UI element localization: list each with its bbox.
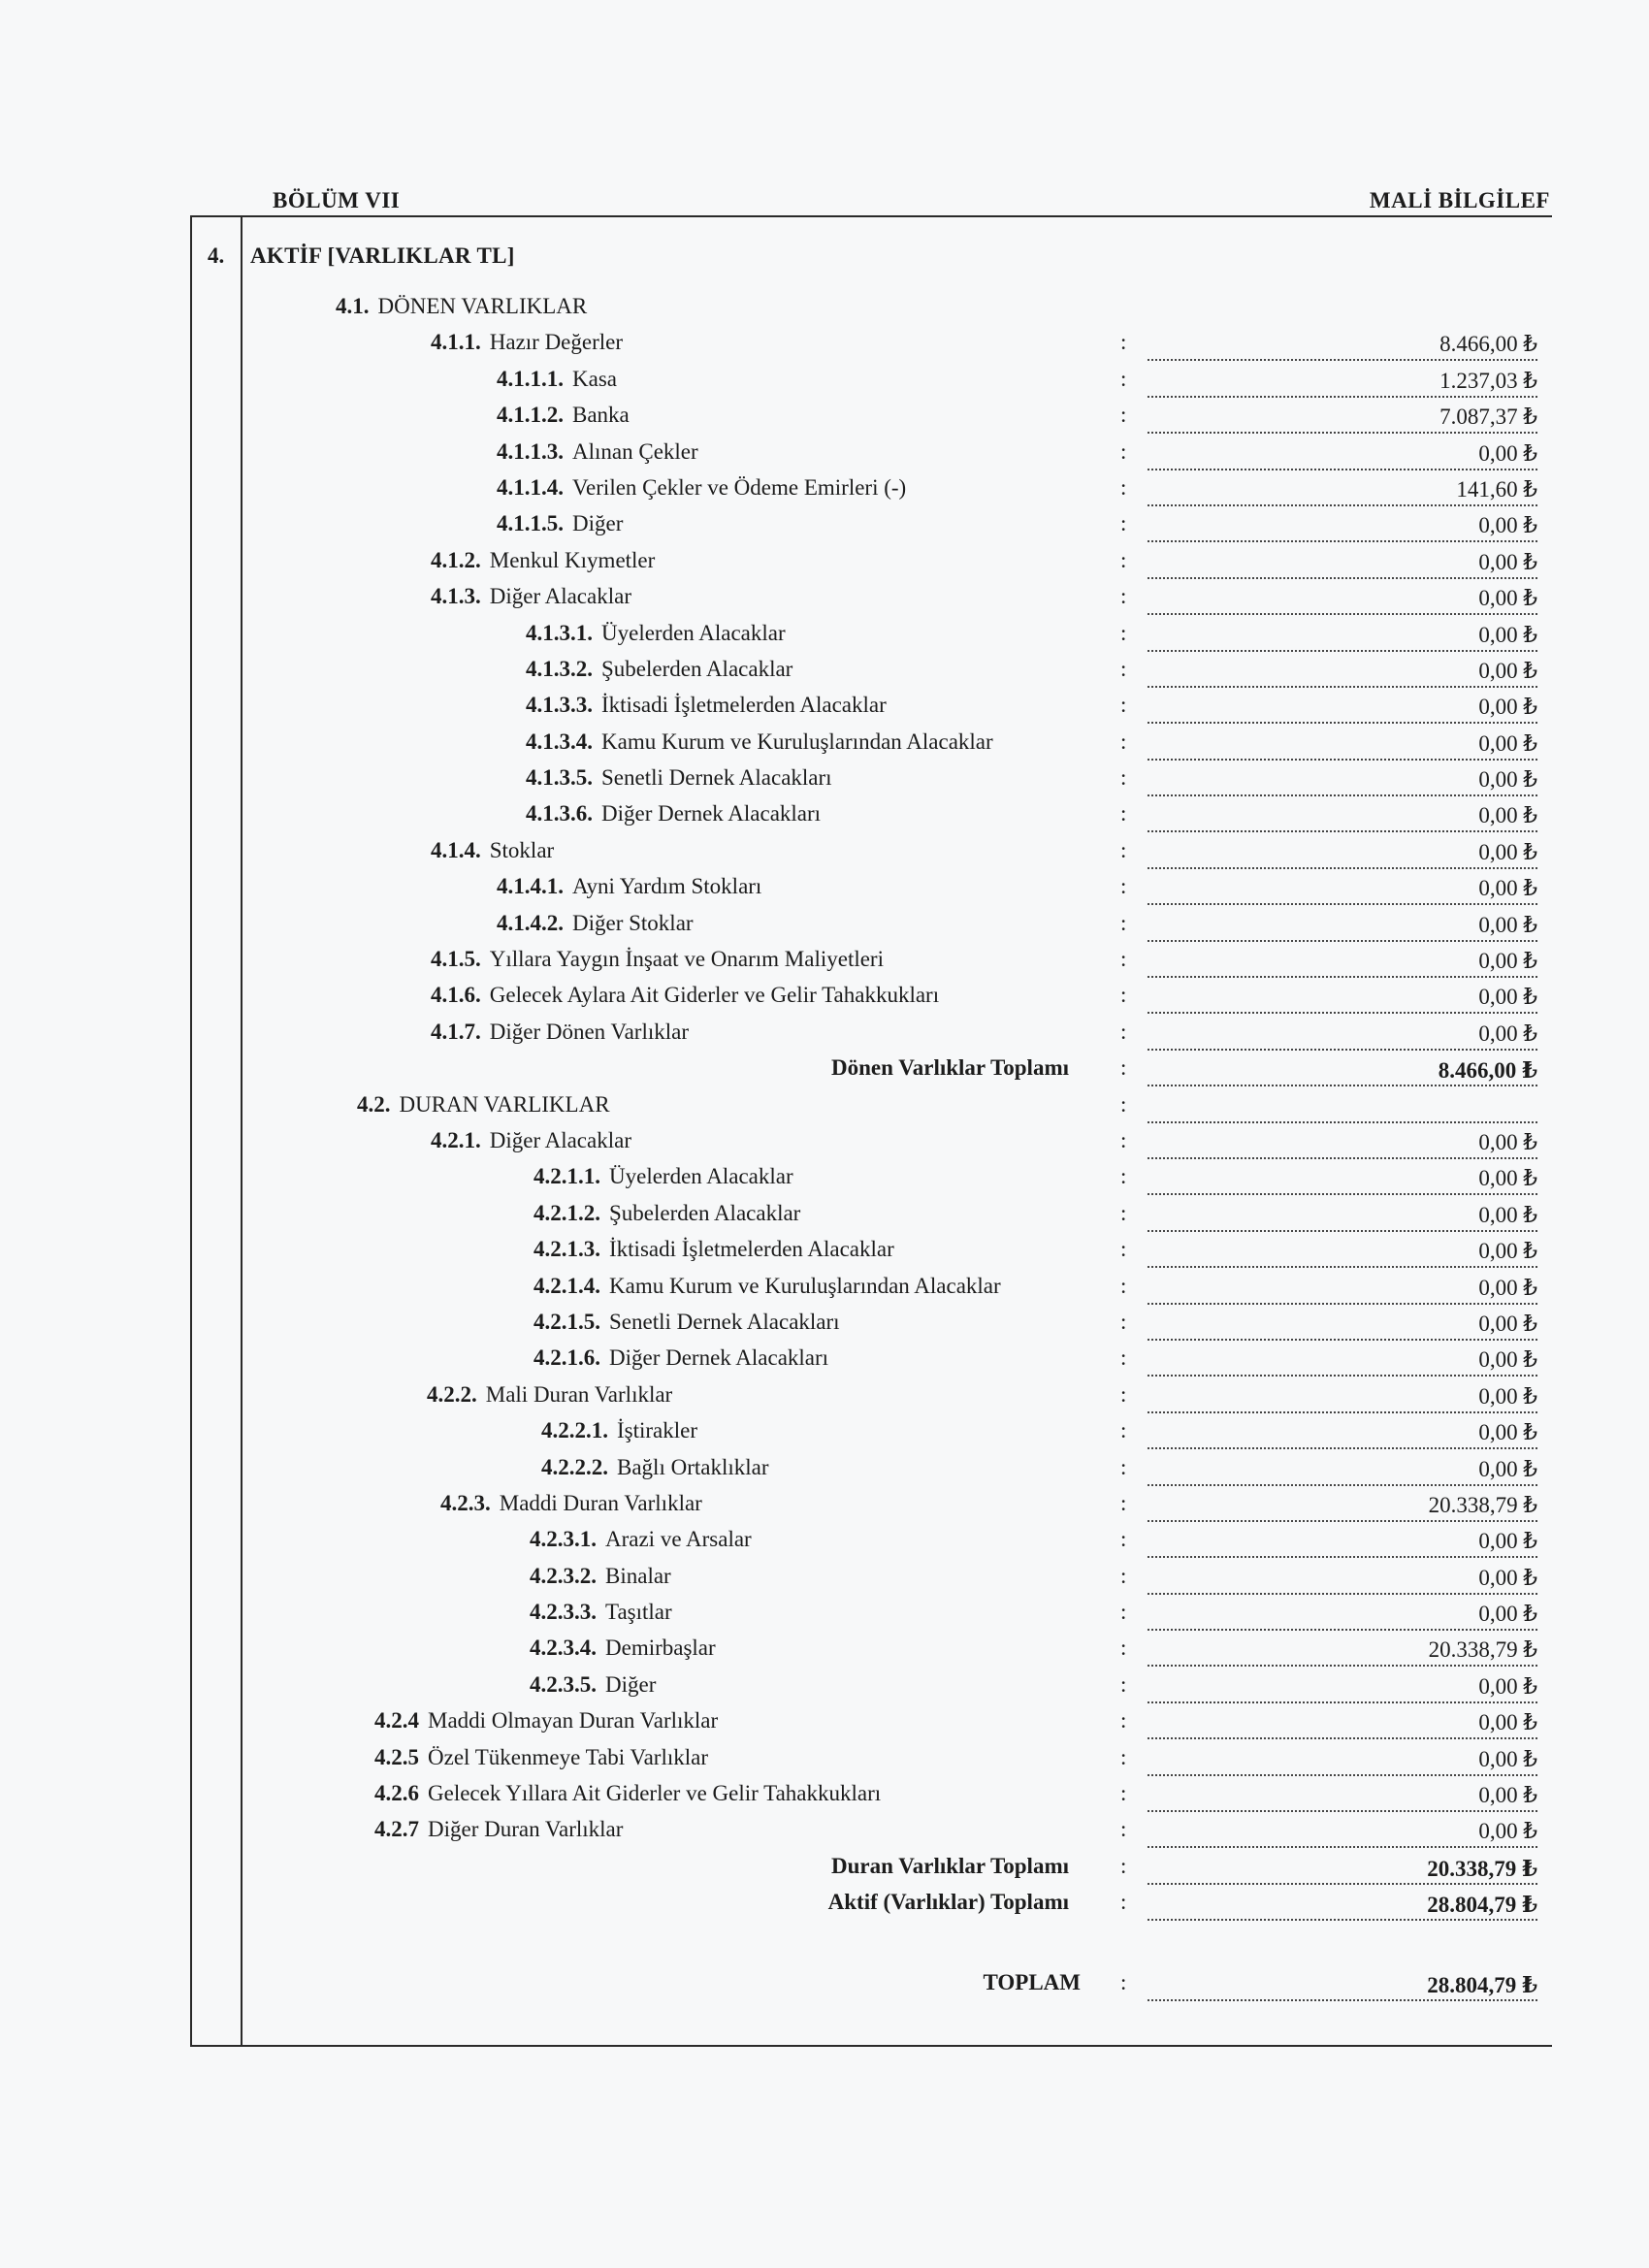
- row-colon: :: [1120, 1490, 1127, 1515]
- row-text: Binalar: [605, 1563, 671, 1588]
- table-row: [0, 1164, 1649, 1200]
- row-colon: :: [1120, 801, 1127, 826]
- row-value: 0,00 ₺: [1148, 1130, 1537, 1159]
- row-label: [431, 983, 939, 1008]
- table-row: [0, 693, 1649, 729]
- row-colon: :: [1120, 1237, 1127, 1262]
- table-row: [0, 874, 1649, 910]
- row-colon: :: [1120, 983, 1127, 1008]
- row-label: [530, 1672, 656, 1698]
- row-number: 4.1.1.3.: [497, 438, 564, 464]
- row-label: [530, 1636, 716, 1661]
- row-value: 0,00 ₺: [1148, 1457, 1537, 1486]
- row-label: [526, 693, 887, 718]
- row-colon: :: [1120, 837, 1127, 862]
- row-label: [526, 765, 832, 791]
- row-value: 0,00 ₺: [1148, 1166, 1537, 1195]
- row-label: [530, 1600, 672, 1625]
- row-value: 0,00 ₺: [1148, 840, 1537, 869]
- row-colon: :: [1120, 1418, 1127, 1443]
- row-colon: :: [1120, 1454, 1127, 1479]
- row-colon: :: [1120, 1890, 1127, 1915]
- row-colon: :: [1120, 511, 1127, 536]
- row-value: 0,00 ₺: [1148, 513, 1537, 542]
- table-row: [0, 1020, 1649, 1055]
- table-row: [0, 657, 1649, 693]
- row-text: Üyelerden Alacaklar: [609, 1164, 793, 1189]
- row-number: 4.2.3.4.: [530, 1636, 597, 1661]
- table-row: [0, 294, 1649, 330]
- row-colon: :: [1120, 403, 1127, 428]
- row-label: [440, 1491, 702, 1516]
- row-number: 4.2.1.3.: [534, 1237, 600, 1262]
- table-row: [0, 1708, 1649, 1744]
- row-colon: :: [1120, 729, 1127, 754]
- row-label: [336, 294, 587, 319]
- row-text: İştirakler: [617, 1418, 698, 1443]
- row-number: 4.1.3.: [431, 584, 481, 609]
- table-row: [0, 1345, 1649, 1381]
- row-text: Demirbaşlar: [605, 1636, 716, 1661]
- row-value: 0,00 ₺: [1148, 1602, 1537, 1631]
- row-label: [534, 1274, 1001, 1299]
- row-value: 0,00 ₺: [1148, 623, 1537, 652]
- row-label: [374, 1745, 708, 1770]
- row-number: 4.1.5.: [431, 947, 481, 972]
- row-value: 0,00 ₺: [1148, 1747, 1537, 1776]
- row-label: [526, 621, 786, 646]
- row-number: 4.2.3.1.: [530, 1527, 597, 1552]
- row-value: 141,60 ₺: [1148, 477, 1537, 506]
- row-colon: :: [1120, 1019, 1127, 1044]
- row-label: [497, 911, 694, 936]
- row-text: Banka: [572, 403, 630, 428]
- row-text: Kasa: [572, 366, 617, 391]
- row-number: 4.1.1.4.: [497, 474, 564, 500]
- row-text: İktisadi İşletmelerden Alacaklar: [609, 1237, 894, 1262]
- row-text: Şubelerden Alacaklar: [601, 656, 793, 681]
- row-label: [374, 1708, 718, 1733]
- row-colon: :: [1120, 1636, 1127, 1661]
- row-number: 4.2.: [357, 1091, 391, 1117]
- row-label: [831, 1055, 1069, 1081]
- row-value: 0,00 ₺: [1148, 1420, 1537, 1449]
- row-number: 4.1.4.2.: [497, 910, 564, 935]
- row-colon: :: [1120, 1127, 1127, 1152]
- row-colon: :: [1120, 474, 1127, 500]
- row-label: [357, 1092, 610, 1118]
- row-value: 0,00 ₺: [1148, 1566, 1537, 1595]
- row-label: [431, 947, 884, 972]
- row-label: [431, 584, 631, 609]
- row-text: Özel Tükenmeye Tabi Varlıklar: [428, 1744, 708, 1769]
- row-label: [431, 1128, 631, 1153]
- row-value: 0,00 ₺: [1148, 1529, 1537, 1558]
- row-text: Diğer Stoklar: [572, 910, 694, 935]
- row-value: 0,00 ₺: [1148, 1021, 1537, 1051]
- table-row: [0, 548, 1649, 584]
- row-number: 4.1.1.1.: [497, 366, 564, 391]
- row-value: 1.237,03 ₺: [1148, 369, 1537, 398]
- row-number: 4.1.3.1.: [526, 620, 593, 645]
- table-row: [0, 1092, 1649, 1128]
- row-number: 4.1.: [336, 294, 370, 318]
- table-row: [0, 1564, 1649, 1600]
- row-colon: :: [1120, 1345, 1127, 1371]
- row-value: 0,00 ₺: [1148, 767, 1537, 796]
- row-label: [526, 729, 993, 755]
- row-number: 4.1.2.: [431, 547, 481, 572]
- row-number: 4.2.3.: [440, 1490, 491, 1515]
- row-text: Diğer Alacaklar: [489, 584, 631, 609]
- row-text: Taşıtlar: [605, 1600, 672, 1625]
- row-colon: :: [1120, 1563, 1127, 1588]
- row-colon: :: [1120, 1781, 1127, 1806]
- row-text: Alınan Çekler: [572, 438, 698, 464]
- table-row: [0, 838, 1649, 874]
- row-value: 0,00 ₺: [1148, 550, 1537, 579]
- table-row: [0, 911, 1649, 947]
- row-label: [534, 1345, 828, 1371]
- row-text: İktisadi İşletmelerden Alacaklar: [601, 693, 887, 718]
- row-label: [431, 838, 554, 863]
- table-row: [0, 1237, 1649, 1273]
- row-value: 0,00 ₺: [1148, 659, 1537, 688]
- row-label: [431, 330, 623, 355]
- table-row: [0, 729, 1649, 765]
- row-label: [534, 1164, 793, 1189]
- table-row: [0, 1817, 1649, 1853]
- row-colon: :: [1120, 765, 1127, 791]
- row-value: 0,00 ₺: [1148, 1203, 1537, 1232]
- row-number: 4.2.2.1.: [541, 1418, 608, 1443]
- row-number: 4.2.5: [374, 1744, 419, 1769]
- row-number: 4.1.3.5.: [526, 765, 593, 791]
- row-number: 4.2.1.2.: [534, 1200, 600, 1225]
- row-label: [497, 475, 906, 501]
- row-colon: :: [1120, 1091, 1127, 1117]
- row-colon: :: [1120, 1381, 1127, 1407]
- row-number: 4.2.7: [374, 1817, 419, 1842]
- row-label: [530, 1527, 752, 1552]
- row-colon: :: [1120, 1527, 1127, 1552]
- row-text: Yıllara Yaygın İnşaat ve Onarım Maliyetleri: [489, 947, 884, 972]
- row-value: 0,00 ₺: [1148, 1819, 1537, 1848]
- row-text: Verilen Çekler ve Ödeme Emirleri (-): [572, 474, 907, 500]
- row-colon: :: [1120, 656, 1127, 681]
- row-label: [526, 801, 821, 826]
- row-value: 28.804,79 ₺: [1148, 1892, 1537, 1921]
- row-value: 0,00 ₺: [1148, 1239, 1537, 1268]
- row-number: 4.2.1.4.: [534, 1273, 600, 1298]
- row-value: 0,00 ₺: [1148, 949, 1537, 978]
- row-number: 4.2.3.3.: [530, 1600, 597, 1625]
- row-number: 4.1.1.: [431, 330, 481, 355]
- table-row: [0, 983, 1649, 1019]
- row-colon: :: [1120, 1055, 1127, 1081]
- row-text: Hazır Değerler: [489, 330, 624, 355]
- table-row: [0, 367, 1649, 403]
- row-text: DURAN VARLIKLAR: [399, 1091, 610, 1117]
- table-row: [0, 330, 1649, 366]
- table-row: [0, 765, 1649, 801]
- table-row: [0, 1310, 1649, 1345]
- row-label: [431, 1020, 689, 1045]
- row-colon: :: [1120, 874, 1127, 899]
- row-text: Senetli Dernek Alacakları: [601, 765, 832, 791]
- row-text: Üyelerden Alacaklar: [601, 620, 786, 645]
- section-number: 4.: [208, 243, 225, 268]
- row-number: 4.2.3.2.: [530, 1563, 597, 1588]
- row-label: [983, 1970, 1081, 1995]
- row-text: Senetli Dernek Alacakları: [609, 1309, 840, 1334]
- section-title: AKTİF [VARLIKLAR TL]: [250, 243, 515, 268]
- row-number: 4.1.3.6.: [526, 801, 593, 826]
- row-value: 20.338,79 ₺: [1148, 1637, 1537, 1667]
- row-number: 4.2.3.5.: [530, 1671, 597, 1697]
- row-text: Diğer: [605, 1671, 657, 1697]
- row-text: Diğer Duran Varlıklar: [428, 1817, 624, 1842]
- row-colon: :: [1120, 1200, 1127, 1225]
- row-label: [526, 657, 792, 682]
- row-colon: :: [1120, 693, 1127, 718]
- row-colon: :: [1120, 1164, 1127, 1189]
- row-value: 20.338,79 ₺: [1148, 1493, 1537, 1522]
- row-label: [427, 1382, 672, 1408]
- row-text: Mali Duran Varlıklar: [485, 1381, 673, 1407]
- row-value: 7.087,37 ₺: [1148, 405, 1537, 434]
- row-label: [534, 1237, 894, 1262]
- row-value: 0,00 ₺: [1148, 876, 1537, 905]
- row-value: 0,00 ₺: [1148, 1276, 1537, 1305]
- row-text: DÖNEN VARLIKLAR: [377, 294, 588, 318]
- table-row: [0, 1890, 1649, 1926]
- row-text: Diğer Dönen Varlıklar: [489, 1019, 689, 1044]
- row-number: 4.1.7.: [431, 1019, 481, 1044]
- row-value: 0,00 ₺: [1148, 1710, 1537, 1739]
- row-label: [541, 1455, 769, 1480]
- row-text: Diğer Dernek Alacakları: [601, 801, 822, 826]
- row-text: Aktif (Varlıklar) Toplamı: [827, 1890, 1069, 1915]
- row-value: 0,00 ₺: [1148, 731, 1537, 761]
- row-value: [1148, 1094, 1537, 1123]
- row-text: Diğer Alacaklar: [489, 1127, 631, 1152]
- row-value: 0,00 ₺: [1148, 913, 1537, 942]
- row-text: Menkul Kıymetler: [489, 547, 656, 572]
- row-value: 0,00 ₺: [1148, 441, 1537, 470]
- row-value: 0,00 ₺: [1148, 586, 1537, 615]
- row-text: Diğer: [572, 511, 624, 536]
- row-label: [497, 874, 761, 899]
- row-number: 4.1.4.1.: [497, 874, 564, 899]
- row-text: Kamu Kurum ve Kuruluşlarından Alacaklar: [609, 1273, 1001, 1298]
- row-label: [497, 439, 698, 465]
- row-value: 0,00 ₺: [1148, 1783, 1537, 1812]
- row-value: 28.804,79 ₺: [1148, 1972, 1537, 2001]
- table-row: [0, 1274, 1649, 1310]
- row-colon: :: [1120, 1273, 1127, 1298]
- row-colon: :: [1120, 330, 1127, 355]
- row-colon: :: [1120, 910, 1127, 935]
- row-colon: :: [1120, 1853, 1127, 1878]
- table-row: [0, 1418, 1649, 1454]
- table-row: [0, 1128, 1649, 1164]
- table-row: [0, 1455, 1649, 1491]
- table-row: [0, 1382, 1649, 1418]
- row-number: 4.1.3.2.: [526, 656, 593, 681]
- row-number: 4.1.3.3.: [526, 693, 593, 718]
- row-number: 4.2.6: [374, 1781, 419, 1806]
- row-text: Ayni Yardım Stokları: [572, 874, 762, 899]
- row-value: 0,00 ₺: [1148, 803, 1537, 832]
- row-colon: :: [1120, 620, 1127, 645]
- table-row: [0, 621, 1649, 657]
- row-colon: :: [1120, 584, 1127, 609]
- table-row: [0, 1527, 1649, 1563]
- row-text: Kamu Kurum ve Kuruluşlarından Alacaklar: [601, 729, 993, 754]
- row-number: 4.2.1.1.: [534, 1164, 600, 1189]
- row-colon: :: [1120, 1309, 1127, 1334]
- table-row: [0, 1201, 1649, 1237]
- row-label: [374, 1817, 623, 1842]
- row-number: 4.2.1.5.: [534, 1309, 600, 1334]
- row-value: 0,00 ₺: [1148, 1674, 1537, 1703]
- row-label: [530, 1564, 671, 1589]
- row-number: 4.1.6.: [431, 983, 481, 1008]
- row-number: 4.2.2.: [427, 1381, 477, 1407]
- row-number: 4.2.4: [374, 1708, 419, 1733]
- table-row: [0, 511, 1649, 547]
- row-colon: :: [1120, 947, 1127, 972]
- row-number: 4.1.4.: [431, 837, 481, 862]
- row-value: 0,00 ₺: [1148, 695, 1537, 724]
- row-value: 20.338,79 ₺: [1148, 1856, 1537, 1885]
- section-header-right: MALİ BİLGİLEF: [1369, 188, 1550, 212]
- row-colon: :: [1120, 1817, 1127, 1842]
- row-label: [541, 1418, 697, 1443]
- table-row: [0, 1854, 1649, 1890]
- table-row: [0, 1636, 1649, 1671]
- row-label: [828, 1890, 1069, 1915]
- row-colon: :: [1120, 1969, 1127, 1994]
- row-value: 0,00 ₺: [1148, 1347, 1537, 1377]
- row-value: 0,00 ₺: [1148, 1384, 1537, 1413]
- row-colon: :: [1120, 547, 1127, 572]
- row-text: Duran Varlıklar Toplamı: [831, 1853, 1069, 1878]
- table-row: [0, 1745, 1649, 1781]
- row-text: Diğer Dernek Alacakları: [609, 1345, 829, 1371]
- table-row: [0, 1672, 1649, 1708]
- table-row: [0, 1781, 1649, 1817]
- row-text: Şubelerden Alacaklar: [609, 1200, 801, 1225]
- row-label: [497, 511, 623, 536]
- table-row: [0, 1970, 1649, 2006]
- table-row: [0, 475, 1649, 511]
- section-header-left: BÖLÜM VII: [273, 188, 401, 212]
- row-colon: :: [1120, 1600, 1127, 1625]
- row-label: [831, 1854, 1069, 1879]
- row-label: [374, 1781, 881, 1806]
- row-number: 4.1.1.2.: [497, 403, 564, 428]
- row-number: 4.1.1.5.: [497, 511, 564, 536]
- row-text: Gelecek Aylara Ait Giderler ve Gelir Tahakkukları: [489, 983, 940, 1008]
- row-label: [534, 1201, 800, 1226]
- row-colon: :: [1120, 366, 1127, 391]
- row-value: 0,00 ₺: [1148, 1312, 1537, 1341]
- table-row: [0, 1600, 1649, 1636]
- row-colon: :: [1120, 1744, 1127, 1769]
- row-number: 4.2.1.6.: [534, 1345, 600, 1371]
- row-label: [497, 367, 617, 392]
- row-text: TOPLAM: [983, 1969, 1081, 1994]
- table-row: [0, 1055, 1649, 1091]
- row-label: [497, 403, 630, 428]
- row-value: 8.466,00 ₺: [1148, 1057, 1537, 1086]
- row-colon: :: [1120, 1708, 1127, 1733]
- row-value: 0,00 ₺: [1148, 985, 1537, 1014]
- row-number: 4.1.3.4.: [526, 729, 593, 754]
- row-label: [534, 1310, 840, 1335]
- row-text: Bağlı Ortaklıklar: [617, 1454, 769, 1479]
- asset-list: [0, 294, 1649, 2006]
- row-text: Stoklar: [489, 837, 555, 862]
- table-row: [0, 947, 1649, 983]
- row-value: 8.466,00 ₺: [1148, 332, 1537, 361]
- row-text: Dönen Varlıklar Toplamı: [831, 1055, 1069, 1081]
- row-number: 4.2.1.: [431, 1127, 481, 1152]
- row-text: Maddi Olmayan Duran Varlıklar: [428, 1708, 719, 1733]
- table-row: [0, 1491, 1649, 1527]
- row-text: Gelecek Yıllara Ait Giderler ve Gelir Tahakkukları: [428, 1781, 882, 1806]
- row-text: Maddi Duran Varlıklar: [499, 1490, 702, 1515]
- row-label: [431, 548, 655, 573]
- row-number: 4.2.2.2.: [541, 1454, 608, 1479]
- row-text: Arazi ve Arsalar: [605, 1527, 752, 1552]
- row-colon: :: [1120, 438, 1127, 464]
- table-row: [0, 801, 1649, 837]
- table-row: [0, 403, 1649, 438]
- table-row: [0, 439, 1649, 475]
- row-colon: :: [1120, 1671, 1127, 1697]
- table-row: [0, 584, 1649, 620]
